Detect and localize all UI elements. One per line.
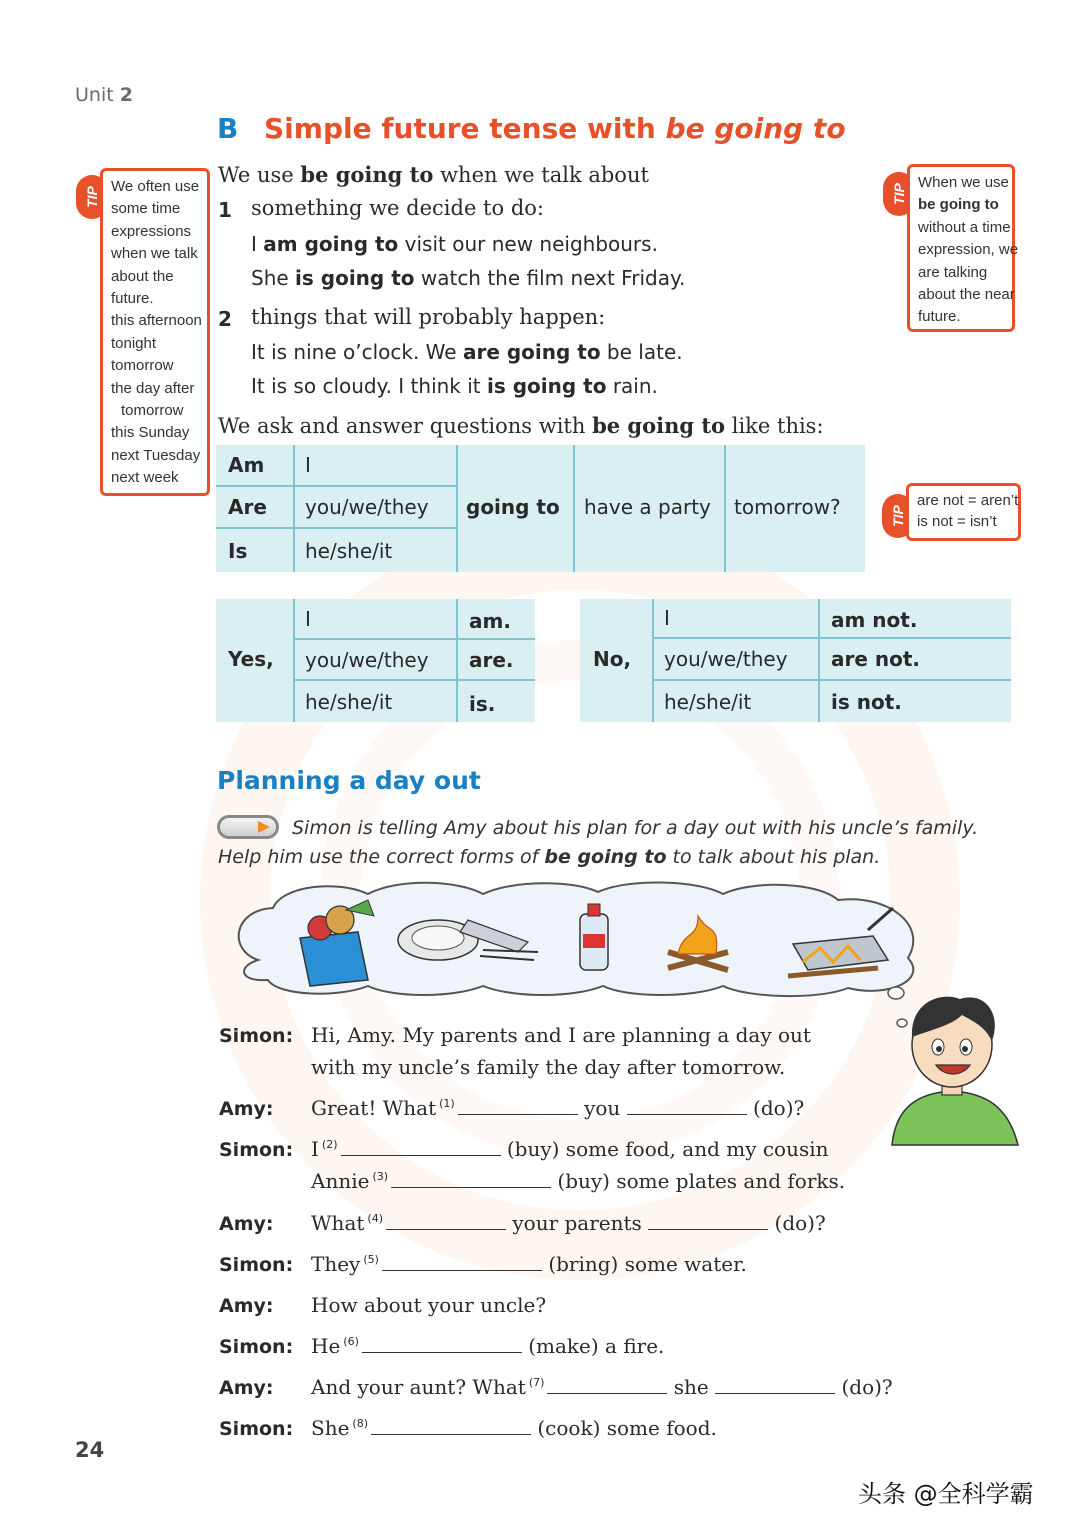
tip-left-line: expressions — [111, 222, 192, 240]
instruction-line: Simon is telling Amy about his plan for a day out with his uncle’s family. — [292, 817, 979, 839]
table-cell: he/she/it — [664, 689, 752, 714]
speaker-label: Simon: — [219, 1254, 294, 1276]
table-divider — [456, 445, 458, 572]
point-number: 2 — [218, 307, 232, 331]
answer-blank[interactable] — [382, 1253, 542, 1271]
speaker-label: Simon: — [219, 1418, 294, 1440]
example-line: It is nine o’clock. We are going to be late. — [251, 340, 683, 364]
dialogue-line: Hi, Amy. My parents and I are planning a day out — [311, 1023, 811, 1047]
example-line: I am going to visit our new neighbours. — [251, 232, 658, 256]
point-text: something we decide to do: — [251, 196, 544, 220]
table-cell: are. — [469, 647, 514, 672]
no-table — [580, 599, 1011, 722]
answer-blank[interactable] — [386, 1212, 506, 1230]
answer-blank[interactable] — [627, 1097, 747, 1115]
water-bottle-icon — [580, 904, 608, 970]
tip-right-line: is not = isn’t — [917, 513, 997, 530]
answer-blank[interactable] — [362, 1335, 522, 1353]
example-line: She is going to watch the film next Friday. — [251, 266, 686, 290]
table-cell: No, — [593, 647, 632, 671]
tip-right-top-badge: TIP — [883, 172, 915, 216]
tip-right-line: about the near — [918, 286, 1015, 304]
question-table — [216, 445, 865, 572]
instruction-line: Help him use the correct forms of be going to to talk about his plan. — [218, 846, 881, 868]
dialogue-line: Great! What $^{(1)}$ you (do)? — [311, 1096, 805, 1120]
tip-left-line: when we talk — [111, 245, 198, 263]
answer-blank[interactable] — [648, 1212, 768, 1230]
table-cell: Is — [228, 538, 248, 563]
tip-left-line: We often use — [111, 178, 200, 195]
dialogue-line: Annie $^{(3)}$ (buy) some plates and forks. — [311, 1169, 846, 1193]
section-letter: B — [217, 112, 239, 145]
table-cell: you/we/they — [305, 647, 429, 672]
tip-left-line: the day after — [111, 379, 195, 397]
answer-blank[interactable] — [547, 1376, 667, 1394]
table-divider — [573, 445, 575, 572]
unit-label: Unit 2 — [75, 84, 133, 106]
table-cell: going to — [466, 495, 560, 519]
tip-left-line: future. — [111, 290, 154, 308]
table-cell: he/she/it — [305, 689, 393, 714]
tip-right-line: are talking — [918, 263, 988, 281]
table-cell: have a party — [584, 495, 711, 519]
table-divider — [818, 599, 820, 722]
dialogue-line: I $^{(2)}$ (buy) some food, and my cousin — [311, 1137, 829, 1161]
tip-left-line: this afternoon — [111, 312, 202, 330]
tip-left-line: next Tuesday — [111, 446, 201, 464]
tip-left-line: this Sunday — [111, 424, 190, 442]
unit-number: 2 — [119, 84, 133, 106]
dialogue-line: He $^{(6)}$ (make) a fire. — [311, 1334, 665, 1358]
speaker-label: Simon: — [219, 1025, 294, 1047]
table-divider — [724, 445, 726, 572]
table-cell: am. — [469, 608, 511, 633]
table-cell: I — [305, 606, 311, 631]
table-divider — [652, 599, 654, 722]
tip-right-line: are not = aren’t — [917, 492, 1019, 509]
answer-blank[interactable] — [715, 1376, 835, 1394]
tip-left-box — [100, 168, 210, 496]
tip-left-line: tomorrow — [121, 402, 184, 420]
dialogue-line: And your aunt? What $^{(7)}$ she (do)? — [311, 1375, 893, 1399]
table-cell: is not. — [831, 689, 902, 714]
table-cell: you/we/they — [305, 495, 429, 519]
table-cell: I — [305, 453, 311, 477]
answer-blank[interactable] — [371, 1417, 531, 1435]
dialogue-line: They $^{(5)}$ (bring) some water. — [311, 1252, 747, 1276]
speaker-label: Amy: — [219, 1295, 274, 1317]
dialogue-line: with my uncle’s family the day after tomorrow. — [311, 1055, 786, 1079]
answer-blank[interactable] — [458, 1097, 578, 1115]
table-cell: Yes, — [228, 647, 274, 671]
table-cell: is. — [469, 691, 496, 716]
tip-left-line: next week — [111, 469, 179, 487]
point-text: things that will probably happen: — [251, 305, 606, 329]
page-number: 24 — [75, 1438, 105, 1462]
section-title: Simple future tense with be going to — [264, 112, 846, 145]
speaker-label: Amy: — [219, 1098, 274, 1120]
speaker-label: Simon: — [219, 1336, 294, 1358]
thought-cloud-illustration — [228, 880, 928, 998]
table-cell: you/we/they — [664, 647, 788, 671]
tip-left-badge: TIP — [76, 175, 108, 219]
point-number: 1 — [218, 198, 232, 222]
dialogue-line: How about your uncle? — [311, 1293, 547, 1317]
example-line: It is so cloudy. I think it is going to rain. — [251, 374, 658, 398]
tip-left-line: tonight — [111, 334, 157, 352]
table-cell: are not. — [831, 647, 921, 671]
tip-left-line: some time — [111, 200, 181, 218]
watermark: 头条 @全科学霸 — [858, 1480, 1034, 1508]
tip-left-line: tomorrow — [111, 357, 174, 375]
exercise-title: Planning a day out — [217, 766, 481, 795]
speaker-label: Amy: — [219, 1213, 274, 1235]
dialogue-line: What $^{(4)}$ your parents (do)? — [311, 1211, 826, 1235]
answer-blank[interactable] — [341, 1138, 501, 1156]
table-cell: am not. — [831, 608, 918, 632]
table-cell: Am — [228, 453, 265, 477]
yes-table — [216, 599, 535, 722]
tip-right-line: future. — [918, 308, 961, 326]
answer-blank[interactable] — [391, 1170, 551, 1188]
tip-right-line: expression, we — [918, 241, 1019, 259]
table-cell: I — [664, 606, 670, 630]
speaker-label: Simon: — [219, 1139, 294, 1161]
tip-right-line: without a time — [918, 218, 1011, 236]
tip-right-line: be going to — [918, 196, 999, 214]
table-cell: he/she/it — [305, 538, 393, 563]
tip-left-line: about the — [111, 267, 174, 285]
table-divider — [293, 445, 295, 572]
intro-line: We use be going to when we talk about — [218, 162, 649, 187]
audio-play-icon[interactable] — [217, 815, 279, 839]
speaker-label: Amy: — [219, 1377, 274, 1399]
table-divider — [293, 599, 295, 722]
tip-right-line: When we use — [918, 174, 1009, 191]
tip-right-top-box — [907, 164, 1019, 332]
table-cell: Are — [228, 495, 267, 519]
tip-right-bottom-badge: TIP — [882, 494, 914, 538]
boy-illustration — [880, 985, 1025, 1150]
table-cell: tomorrow? — [734, 495, 841, 519]
tip-right-bottom-box — [906, 483, 1021, 541]
table-divider — [456, 599, 458, 722]
ask-line: We ask and answer questions with be going to like this: — [218, 413, 824, 438]
dialogue-line: She $^{(8)}$ (cook) some food. — [311, 1416, 717, 1440]
